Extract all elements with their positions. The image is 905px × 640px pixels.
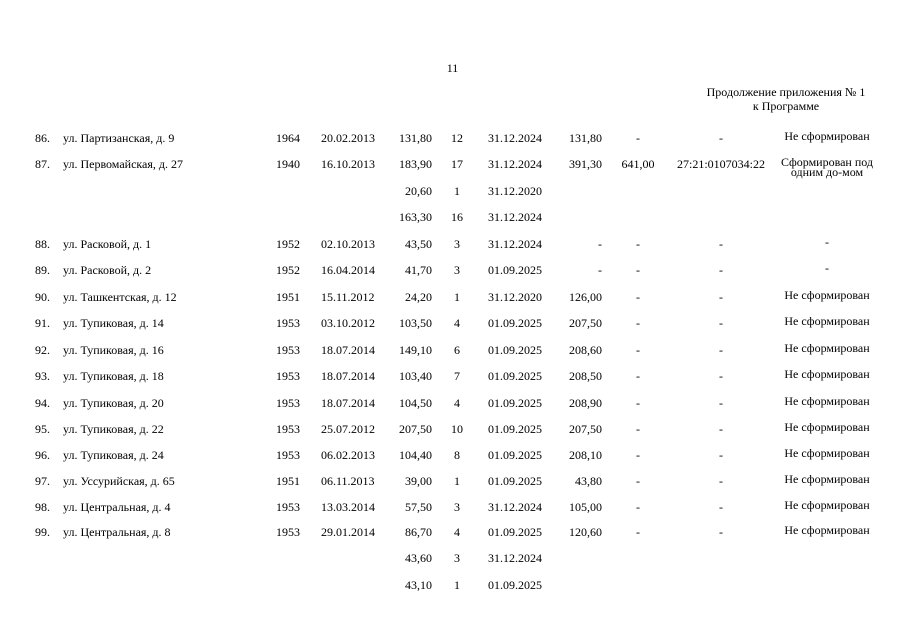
table-row <box>0 396 905 410</box>
emergency-date-cell: 06.11.2013 <box>321 474 375 488</box>
living-area-cell: 24,20 <box>405 290 432 304</box>
living-area-cell: 39,00 <box>405 474 432 488</box>
table-row <box>0 343 905 357</box>
planned-date-cell: 01.09.2025 <box>488 316 542 330</box>
residents-count-cell: 1 <box>454 290 460 304</box>
planned-date-cell: 01.09.2025 <box>488 343 542 357</box>
planned-date-cell: 31.12.2024 <box>488 500 542 514</box>
residents-count-cell: 7 <box>454 369 460 383</box>
address-cell: ул. Центральная, д. 8 <box>63 525 171 539</box>
living-area-cell: 43,50 <box>405 237 432 251</box>
planned-date-cell: 01.09.2025 <box>488 422 542 436</box>
land-area-cell: - <box>636 131 640 145</box>
build-year-cell: 1953 <box>276 369 300 383</box>
cadastral-number-cell: - <box>719 500 723 514</box>
land-area-cell: - <box>636 422 640 436</box>
build-year-cell: 1951 <box>276 290 300 304</box>
row-number-cell: 96. <box>35 448 50 462</box>
address-cell: ул. Ташкентская, д. 12 <box>63 290 177 304</box>
planned-date-cell: 31.12.2020 <box>488 290 542 304</box>
row-number-cell: 87. <box>35 157 50 171</box>
cadastral-number-cell: - <box>719 290 723 304</box>
row-number-cell: 90. <box>35 290 50 304</box>
living-area-cell: 43,60 <box>405 551 432 565</box>
land-area-cell: - <box>636 448 640 462</box>
total-area-cell: 208,50 <box>569 369 602 383</box>
land-status-cell: Сформирован под одним до-мом <box>780 155 874 179</box>
land-area-cell: - <box>636 237 640 251</box>
planned-date-cell: 01.09.2025 <box>488 396 542 410</box>
total-area-cell: 105,00 <box>569 500 602 514</box>
build-year-cell: 1953 <box>276 448 300 462</box>
planned-date-cell: 01.09.2025 <box>488 474 542 488</box>
residents-count-cell: 6 <box>454 343 460 357</box>
total-area-cell: 208,10 <box>569 448 602 462</box>
total-area-cell: 43,80 <box>575 474 602 488</box>
table-row <box>0 237 905 251</box>
address-cell: ул. Тупиковая, д. 22 <box>63 422 164 436</box>
land-status-cell: Не сформирован <box>784 446 870 460</box>
table-row <box>0 525 905 539</box>
land-status-cell: Не сформирован <box>784 498 870 512</box>
total-area-cell: 207,50 <box>569 422 602 436</box>
address-cell: ул. Расковой, д. 2 <box>63 263 152 277</box>
cadastral-number-cell: - <box>719 422 723 436</box>
row-number-cell: 91. <box>35 316 50 330</box>
cadastral-number-cell: - <box>719 448 723 462</box>
total-area-cell: 391,30 <box>569 157 602 171</box>
living-area-cell: 103,40 <box>399 369 432 383</box>
planned-date-cell: 01.09.2025 <box>488 263 542 277</box>
residents-count-cell: 4 <box>454 396 460 410</box>
appendix-heading-line2: к Программе <box>752 99 820 113</box>
living-area-cell: 103,50 <box>399 316 432 330</box>
table-row <box>0 131 905 145</box>
row-number-cell: 86. <box>35 131 50 145</box>
row-number-cell: 99. <box>35 525 50 539</box>
emergency-date-cell: 18.07.2014 <box>321 369 375 383</box>
total-area-cell: 208,90 <box>569 396 602 410</box>
land-area-cell: - <box>636 525 640 539</box>
address-cell: ул. Тупиковая, д. 24 <box>63 448 164 462</box>
residents-count-cell: 1 <box>454 474 460 488</box>
land-status-cell: Не сформирован <box>784 314 870 328</box>
table-row <box>0 290 905 304</box>
emergency-date-cell: 03.10.2012 <box>321 316 375 330</box>
planned-date-cell: 01.09.2025 <box>488 525 542 539</box>
address-cell: ул. Тупиковая, д. 16 <box>63 343 164 357</box>
residents-count-cell: 4 <box>454 316 460 330</box>
planned-date-cell: 31.12.2024 <box>488 157 542 171</box>
address-cell: ул. Партизанская, д. 9 <box>63 131 175 145</box>
land-area-cell: - <box>636 474 640 488</box>
living-area-cell: 163,30 <box>399 210 432 224</box>
table-row <box>0 210 905 224</box>
residents-count-cell: 4 <box>454 525 460 539</box>
land-status-cell: Не сформирован <box>784 420 870 434</box>
table-row <box>0 422 905 436</box>
living-area-cell: 43,10 <box>405 578 432 592</box>
cadastral-number-cell: - <box>719 316 723 330</box>
residents-count-cell: 3 <box>454 551 460 565</box>
table-row <box>0 448 905 462</box>
land-status-cell: Не сформирован <box>784 472 870 486</box>
land-status-cell: Не сформирован <box>784 367 870 381</box>
emergency-date-cell: 16.10.2013 <box>321 157 375 171</box>
row-number-cell: 97. <box>35 474 50 488</box>
land-status-cell: Не сформирован <box>784 341 870 355</box>
land-status-cell: Не сформирован <box>784 523 870 537</box>
land-status-cell: Не сформирован <box>784 394 870 408</box>
table-row <box>0 263 905 277</box>
living-area-cell: 183,90 <box>399 157 432 171</box>
build-year-cell: 1952 <box>276 263 300 277</box>
total-area-cell: 207,50 <box>569 316 602 330</box>
land-area-cell: - <box>636 343 640 357</box>
table-row <box>0 155 905 179</box>
build-year-cell: 1964 <box>276 131 300 145</box>
living-area-cell: 149,10 <box>399 343 432 357</box>
living-area-cell: 207,50 <box>399 422 432 436</box>
total-area-cell: 126,00 <box>569 290 602 304</box>
cadastral-number-cell: - <box>719 369 723 383</box>
living-area-cell: 20,60 <box>405 184 432 198</box>
living-area-cell: 57,50 <box>405 500 432 514</box>
row-number-cell: 94. <box>35 396 50 410</box>
planned-date-cell: 31.12.2024 <box>488 210 542 224</box>
emergency-date-cell: 16.04.2014 <box>321 263 375 277</box>
total-area-cell: - <box>598 263 602 277</box>
emergency-date-cell: 15.11.2012 <box>321 290 375 304</box>
total-area-cell: - <box>598 237 602 251</box>
residents-count-cell: 8 <box>454 448 460 462</box>
table-row <box>0 369 905 383</box>
page-number: 11 <box>446 61 459 75</box>
emergency-date-cell: 18.07.2014 <box>321 343 375 357</box>
planned-date-cell: 01.09.2025 <box>488 578 542 592</box>
emergency-date-cell: 13.03.2014 <box>321 500 375 514</box>
residents-count-cell: 12 <box>451 131 463 145</box>
living-area-cell: 131,80 <box>399 131 432 145</box>
row-number-cell: 93. <box>35 369 50 383</box>
table-row <box>0 316 905 330</box>
residents-count-cell: 16 <box>451 210 463 224</box>
build-year-cell: 1953 <box>276 525 300 539</box>
emergency-date-cell: 18.07.2014 <box>321 396 375 410</box>
land-status-cell: Не сформирован <box>784 129 870 143</box>
cadastral-number-cell: - <box>719 474 723 488</box>
cadastral-number-cell: 27:21:0107034:22 <box>676 157 765 171</box>
living-area-cell: 41,70 <box>405 263 432 277</box>
cadastral-number-cell: - <box>719 131 723 145</box>
build-year-cell: 1952 <box>276 237 300 251</box>
row-number-cell: 88. <box>35 237 50 251</box>
residents-count-cell: 3 <box>454 500 460 514</box>
residents-count-cell: 10 <box>451 422 463 436</box>
living-area-cell: 86,70 <box>405 525 432 539</box>
total-area-cell: 131,80 <box>569 131 602 145</box>
table-row <box>0 500 905 514</box>
row-number-cell: 95. <box>35 422 50 436</box>
emergency-date-cell: 29.01.2014 <box>321 525 375 539</box>
land-area-cell: - <box>636 396 640 410</box>
planned-date-cell: 01.09.2025 <box>488 369 542 383</box>
land-area-cell: 641,00 <box>621 157 655 171</box>
cadastral-number-cell: - <box>719 396 723 410</box>
table-row <box>0 184 905 198</box>
build-year-cell: 1953 <box>276 396 300 410</box>
total-area-cell: 120,60 <box>569 525 602 539</box>
build-year-cell: 1953 <box>276 316 300 330</box>
row-number-cell: 92. <box>35 343 50 357</box>
land-area-cell: - <box>636 500 640 514</box>
emergency-date-cell: 02.10.2013 <box>321 237 375 251</box>
table-row <box>0 578 905 592</box>
emergency-date-cell: 25.07.2012 <box>321 422 375 436</box>
cadastral-number-cell: - <box>719 263 723 277</box>
emergency-date-cell: 20.02.2013 <box>321 131 375 145</box>
row-number-cell: 98. <box>35 500 50 514</box>
address-cell: ул. Первомайская, д. 27 <box>63 157 183 171</box>
planned-date-cell: 31.12.2024 <box>488 131 542 145</box>
cadastral-number-cell: - <box>719 343 723 357</box>
build-year-cell: 1953 <box>276 422 300 436</box>
residents-count-cell: 1 <box>454 578 460 592</box>
row-number-cell: 89. <box>35 263 50 277</box>
planned-date-cell: 31.12.2024 <box>488 237 542 251</box>
living-area-cell: 104,50 <box>399 396 432 410</box>
land-area-cell: - <box>636 316 640 330</box>
residents-count-cell: 17 <box>451 157 463 171</box>
build-year-cell: 1953 <box>276 343 300 357</box>
total-area-cell: 208,60 <box>569 343 602 357</box>
residents-count-cell: 1 <box>454 184 460 198</box>
appendix-heading-line1: Продолжение приложения № 1 <box>706 85 866 99</box>
cadastral-number-cell: - <box>719 525 723 539</box>
land-area-cell: - <box>636 263 640 277</box>
residents-count-cell: 3 <box>454 263 460 277</box>
residents-count-cell: 3 <box>454 237 460 251</box>
address-cell: ул. Тупиковая, д. 20 <box>63 396 164 410</box>
address-cell: ул. Уссурийская, д. 65 <box>63 474 175 488</box>
planned-date-cell: 01.09.2025 <box>488 448 542 462</box>
build-year-cell: 1951 <box>276 474 300 488</box>
appendix-heading <box>690 85 882 113</box>
living-area-cell: 104,40 <box>399 448 432 462</box>
planned-date-cell: 31.12.2020 <box>488 184 542 198</box>
address-cell: ул. Центральная, д. 4 <box>63 500 171 514</box>
address-cell: ул. Расковой, д. 1 <box>63 237 152 251</box>
build-year-cell: 1940 <box>276 157 300 171</box>
cadastral-number-cell: - <box>719 237 723 251</box>
emergency-date-cell: 06.02.2013 <box>321 448 375 462</box>
land-area-cell: - <box>636 369 640 383</box>
land-status-cell: Не сформирован <box>784 288 870 302</box>
land-area-cell: - <box>636 290 640 304</box>
land-status-cell: - <box>825 261 829 275</box>
build-year-cell: 1953 <box>276 500 300 514</box>
address-cell: ул. Тупиковая, д. 18 <box>63 369 164 383</box>
address-cell: ул. Тупиковая, д. 14 <box>63 316 164 330</box>
planned-date-cell: 31.12.2024 <box>488 551 542 565</box>
land-status-cell: - <box>825 235 829 249</box>
table-row <box>0 474 905 488</box>
table-row <box>0 551 905 565</box>
